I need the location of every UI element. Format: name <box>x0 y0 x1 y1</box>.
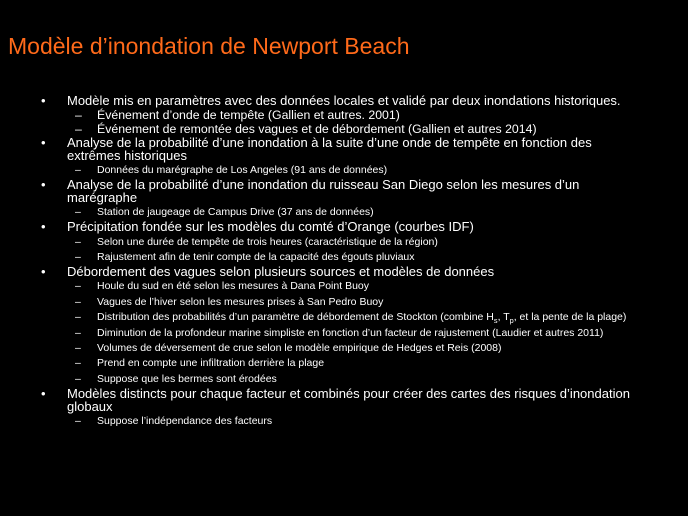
dash-icon: – <box>75 235 81 248</box>
bullet-icon: • <box>41 135 46 151</box>
tp-subscript: p <box>509 316 514 326</box>
dash-icon: – <box>75 326 81 339</box>
sub-list-item-text: Événement de remontée des vagues et de débordement (Gallien et autres 2014) <box>97 122 537 137</box>
stockton-text-part: , T <box>497 311 510 324</box>
sub-list-item <box>37 280 647 292</box>
dash-icon: – <box>75 311 81 324</box>
sub-list-item <box>37 109 647 122</box>
list-item-text: Analyse de la probabilité d’une inondation du ruisseau San Diego selon les mesures d’un marégraphe <box>67 177 580 205</box>
bullet-list <box>37 95 647 430</box>
sub-list-item-text: Selon une durée de tempête de trois heures (caractéristique de la région) <box>97 235 438 248</box>
sub-list-item <box>37 373 647 385</box>
sub-list-item <box>37 251 647 263</box>
sub-list-item-text: Événement d’onde de tempête (Gallien et autres. 2001) <box>97 108 400 123</box>
list-item-text: Modèle mis en paramètres avec des données locales et validé par deux inondations historiques. <box>67 93 621 108</box>
sub-list-item <box>37 296 647 308</box>
list-item-text: Précipitation fondée sur les modèles du comté d’Orange (courbes IDF) <box>67 219 474 235</box>
dash-icon: – <box>75 295 81 308</box>
sub-list-item-text: Prend en compte une infiltration derrière la plage <box>97 357 325 370</box>
bullet-icon: • <box>41 264 46 280</box>
list-item <box>37 179 647 204</box>
sub-list-item <box>37 236 647 248</box>
sub-list-item <box>37 123 647 136</box>
dash-icon: – <box>75 122 82 137</box>
sub-list-item-text: Volumes de déversement de crue selon le modèle empirique de Hedges et Reis (2008) <box>97 341 502 354</box>
sub-list-item-text: Suppose que les bermes sont érodées <box>97 372 277 385</box>
dash-icon: – <box>75 357 81 370</box>
bullet-icon: • <box>41 219 46 235</box>
stockton-text-part: Distribution des probabilités d’un paramètre de débordement de Stockton (combine H <box>97 311 494 324</box>
sub-list-item-text: Houle du sud en été selon les mesures à Dana Point Buoy <box>97 280 370 293</box>
sub-list-item-text: Rajustement afin de tenir compte de la capacité des égouts pluviaux <box>97 250 415 263</box>
list-item <box>37 388 647 413</box>
sub-list-item-text: Diminution de la profondeur marine simpliste en fonction d’un facteur de rajustement (Laudier et autres 2011) <box>97 326 604 339</box>
bullet-icon: • <box>41 177 46 193</box>
dash-icon: – <box>75 206 81 219</box>
sub-list-item <box>37 342 647 354</box>
dash-icon: – <box>75 163 81 176</box>
sub-list-item-text: Station de jaugeage de Campus Drive (37 ans de données) <box>97 206 374 219</box>
list-item <box>37 266 647 279</box>
sub-list-item-text <box>97 311 627 326</box>
dash-icon: – <box>75 414 81 427</box>
sub-list-item <box>37 357 647 369</box>
list-item <box>37 95 647 108</box>
sub-list-item-text: Données du marégraphe de Los Angeles (91 ans de données) <box>97 163 388 176</box>
sub-list-item <box>37 327 647 339</box>
bullet-icon: • <box>41 93 46 108</box>
dash-icon: – <box>75 280 81 293</box>
dash-icon: – <box>75 341 81 354</box>
sub-list-item-text: Suppose l’indépendance des facteurs <box>97 414 273 427</box>
dash-icon: – <box>75 372 81 385</box>
sub-list-item-text: Vagues de l’hiver selon les mesures prises à San Pedro Buoy <box>97 295 384 308</box>
list-item-text: Débordement des vagues selon plusieurs sources et modèles de données <box>67 264 495 280</box>
sub-list-item <box>37 415 647 427</box>
list-item <box>37 221 647 234</box>
sub-list-item <box>37 311 647 326</box>
list-item-text: Analyse de la probabilité d’une inondation à la suite d’une onde de tempête en fonction des extrêmes historiques <box>67 135 592 163</box>
sub-list-item <box>37 206 647 218</box>
stockton-text-part: , et la pente de la plage) <box>513 311 627 324</box>
list-item-text: Modèles distincts pour chaque facteur et combinés pour créer des cartes des risques d’inondation globaux <box>67 386 630 414</box>
hs-subscript: s <box>493 316 498 326</box>
sub-list-item <box>37 164 647 176</box>
dash-icon: – <box>75 250 81 263</box>
slide-title: Modèle d’inondation de Newport Beach <box>8 33 410 59</box>
list-item <box>37 137 647 162</box>
bullet-icon: • <box>41 386 46 402</box>
dash-icon: – <box>75 108 82 123</box>
